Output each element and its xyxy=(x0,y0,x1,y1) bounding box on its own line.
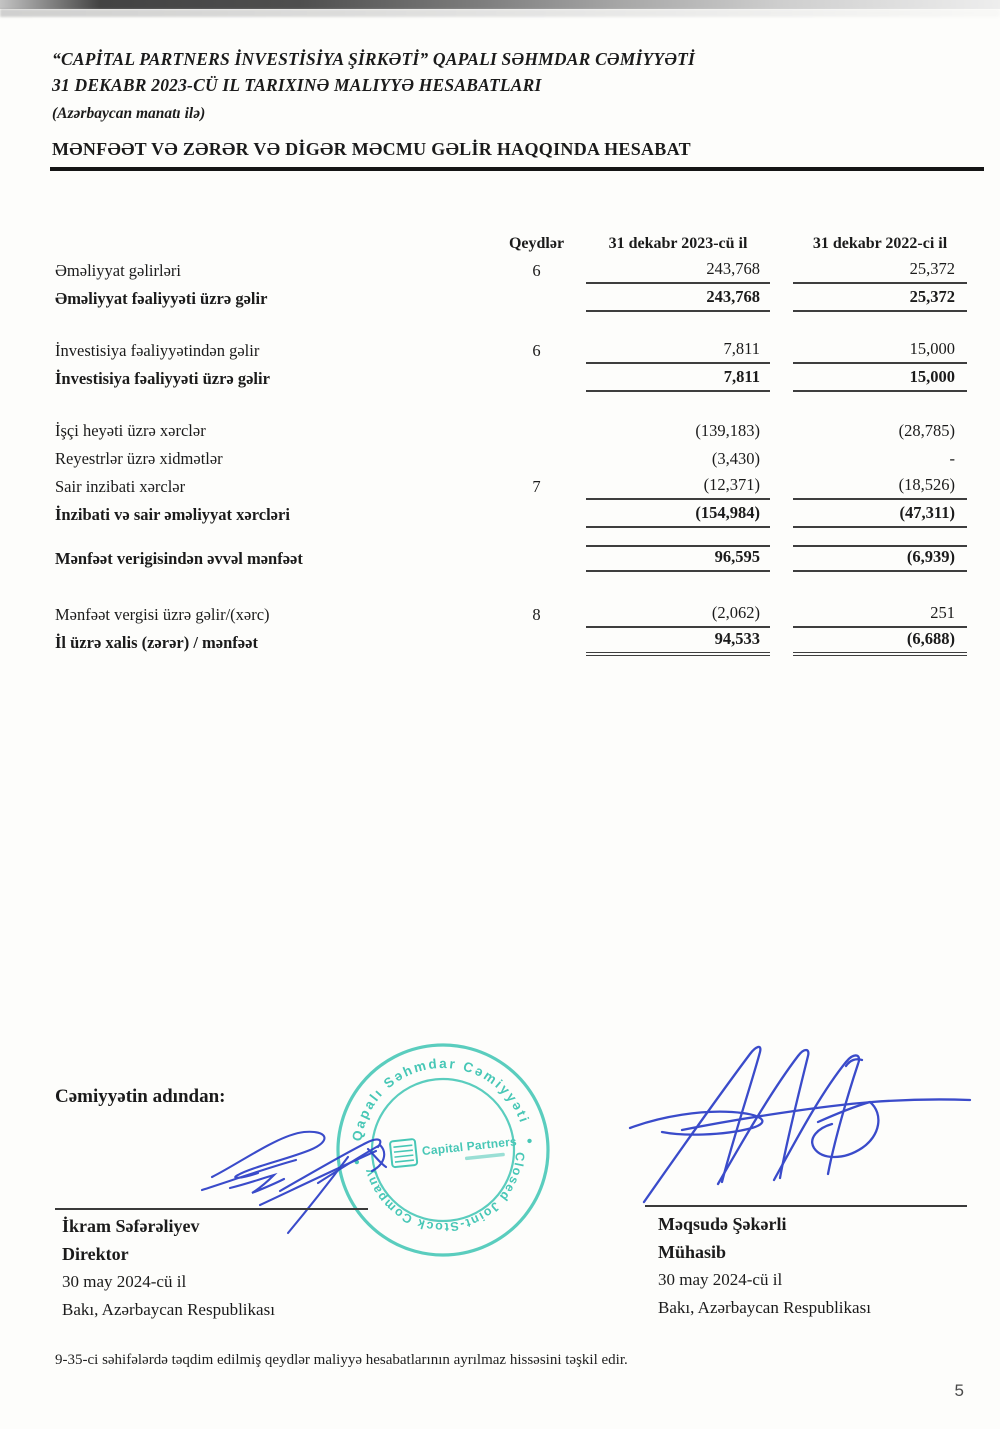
row-note-ref xyxy=(494,653,579,656)
currency-note: (Azərbaycan manatı ilə) xyxy=(52,105,206,122)
director-role: Direktor xyxy=(62,1243,129,1264)
row-label: İnzibati və sair əməliyyat xərcləri xyxy=(55,505,290,524)
row-note-ref xyxy=(494,569,579,572)
row-note-ref: 8 xyxy=(532,605,541,624)
row-label: Sair inzibati xərclər xyxy=(55,477,186,496)
on-behalf-label: Cəmiyyətin adından: xyxy=(55,1086,226,1107)
row-value-2023: 7,811 xyxy=(586,339,770,364)
income-statement-table xyxy=(55,226,967,656)
report-date-line: 31 DEKABR 2023-CÜ IL TARIXINƏ MALIYYƏ HESABATLARI xyxy=(52,75,542,95)
table-row xyxy=(55,600,967,628)
table-header-notes: Qeydlər xyxy=(508,235,565,252)
row-label: İnvestisiya fəaliyyəti üzrə gəlir xyxy=(55,369,270,388)
director-name: İkram Səfərəliyev xyxy=(62,1216,200,1236)
director-signature-block xyxy=(62,1213,275,1323)
row-value-2022: (6,688) xyxy=(793,629,967,656)
company-name-line: “CAPİTAL PARTNERS İNVESTİSİYA ŞİRKƏTİ” QAPALI SƏHMDAR CƏMİYYƏTİ xyxy=(52,49,696,69)
row-label: Əməliyyat fəaliyyəti üzrə gəlir xyxy=(55,289,268,308)
table-row xyxy=(55,336,967,364)
row-note-ref xyxy=(494,441,579,444)
table-gap xyxy=(55,528,967,544)
row-label: Əməliyyat gəlirləri xyxy=(55,261,181,280)
title-rule xyxy=(50,167,984,171)
row-label: İşçi heyəti üzrə xərclər xyxy=(55,421,206,440)
row-label: İnvestisiya fəaliyyətindən gəlir xyxy=(55,341,260,360)
accountant-signature xyxy=(622,1032,977,1214)
accountant-signature-block xyxy=(658,1211,871,1321)
row-value-2022: 15,000 xyxy=(793,339,967,364)
row-note-ref xyxy=(494,525,579,528)
row-value-2022: 25,372 xyxy=(793,259,967,284)
row-value-2022: (18,526) xyxy=(793,475,967,500)
row-value-2023: 94,533 xyxy=(586,629,770,656)
table-row xyxy=(55,628,967,656)
scan-artifact-strip xyxy=(0,0,1000,9)
row-value-2022: (6,939) xyxy=(793,545,967,572)
svg-text:Closed Joint-Stock Company: Closed Joint-Stock Company xyxy=(361,1151,528,1235)
row-value-2023: (12,371) xyxy=(586,475,770,500)
row-label: İl üzrə xalis (zərər) / mənfəət xyxy=(55,633,258,652)
row-label: Mənfəət vergisi üzrə gəlir/(xərc) xyxy=(55,605,270,624)
scan-artifact-strip-soft xyxy=(0,9,1000,17)
svg-text:Qapalı Səhmdar Cəmiyyəti: Qapalı Səhmdar Cəmiyyəti xyxy=(349,1055,533,1143)
accountant-signature-line xyxy=(645,1205,967,1207)
row-value-2023: 96,595 xyxy=(586,545,770,572)
table-gap xyxy=(55,392,967,416)
row-value-2023: 243,768 xyxy=(586,259,770,284)
table-row xyxy=(55,364,967,392)
row-value-2023: (139,183) xyxy=(695,421,760,440)
table-row xyxy=(55,472,967,500)
table-row xyxy=(55,544,967,572)
table-row xyxy=(55,416,967,444)
row-note-ref xyxy=(494,309,579,312)
accountant-role: Mühasib xyxy=(658,1241,727,1262)
row-value-2022: (28,785) xyxy=(898,421,955,440)
page-number: 5 xyxy=(954,1381,964,1400)
accountant-date: 30 may 2024-cü il xyxy=(658,1270,783,1289)
table-header-2022: 31 dekabr 2022-ci il xyxy=(812,235,948,252)
row-value-2023: (154,984) xyxy=(586,503,770,528)
row-value-2022: 251 xyxy=(793,603,967,628)
table-row xyxy=(55,256,967,284)
row-note-ref xyxy=(494,389,579,392)
document-header xyxy=(52,46,960,127)
table-gap xyxy=(55,312,967,336)
row-value-2022: - xyxy=(949,449,955,468)
accountant-name: Məqsudə Şəkərli xyxy=(658,1214,787,1234)
row-value-2023: (3,430) xyxy=(711,449,760,468)
row-label: Mənfəət verigisindən əvvəl mənfəət xyxy=(55,549,303,568)
row-value-2023: 7,811 xyxy=(586,367,770,392)
row-note-ref: 6 xyxy=(532,261,541,280)
table-row xyxy=(55,500,967,528)
svg-text:Capital Partners: Capital Partners xyxy=(421,1134,518,1159)
row-value-2023: (2,062) xyxy=(586,603,770,628)
table-row xyxy=(55,444,967,472)
row-value-2022: 15,000 xyxy=(793,367,967,392)
director-signature-line xyxy=(55,1208,368,1210)
row-value-2022: 25,372 xyxy=(793,287,967,312)
row-value-2023: 243,768 xyxy=(586,287,770,312)
director-date: 30 may 2024-cü il xyxy=(62,1272,187,1291)
row-note-ref: 6 xyxy=(532,341,541,360)
row-note-ref xyxy=(494,469,579,472)
director-place: Bakı, Azərbaycan Respublikası xyxy=(62,1299,275,1319)
table-header-label-spacer xyxy=(55,253,494,256)
row-note-ref: 7 xyxy=(532,477,541,496)
accountant-place: Bakı, Azərbaycan Respublikası xyxy=(658,1297,871,1317)
footer-note: 9-35-ci səhifələrdə təqdim edilmiş qeydlər maliyyə hesabatlarının ayrılmaz hissəsini təşkil edir. xyxy=(55,1352,628,1368)
table-header-row xyxy=(55,226,967,256)
row-value-2022: (47,311) xyxy=(793,503,967,528)
capital-partners-logo-icon xyxy=(390,1139,418,1167)
table-row xyxy=(55,284,967,312)
row-label: Reyestrlər üzrə xidmətlər xyxy=(55,449,223,468)
company-stamp xyxy=(322,1029,564,1271)
statement-title: MƏNFƏƏT VƏ ZƏRƏR VƏ DİGƏR MƏCMU GƏLİR HAQQINDA HESABAT xyxy=(52,139,691,159)
table-body xyxy=(55,256,967,656)
stamp-icon xyxy=(322,1029,564,1271)
table-header-2023: 31 dekabr 2023-cü il xyxy=(608,235,748,252)
table-gap xyxy=(55,572,967,600)
